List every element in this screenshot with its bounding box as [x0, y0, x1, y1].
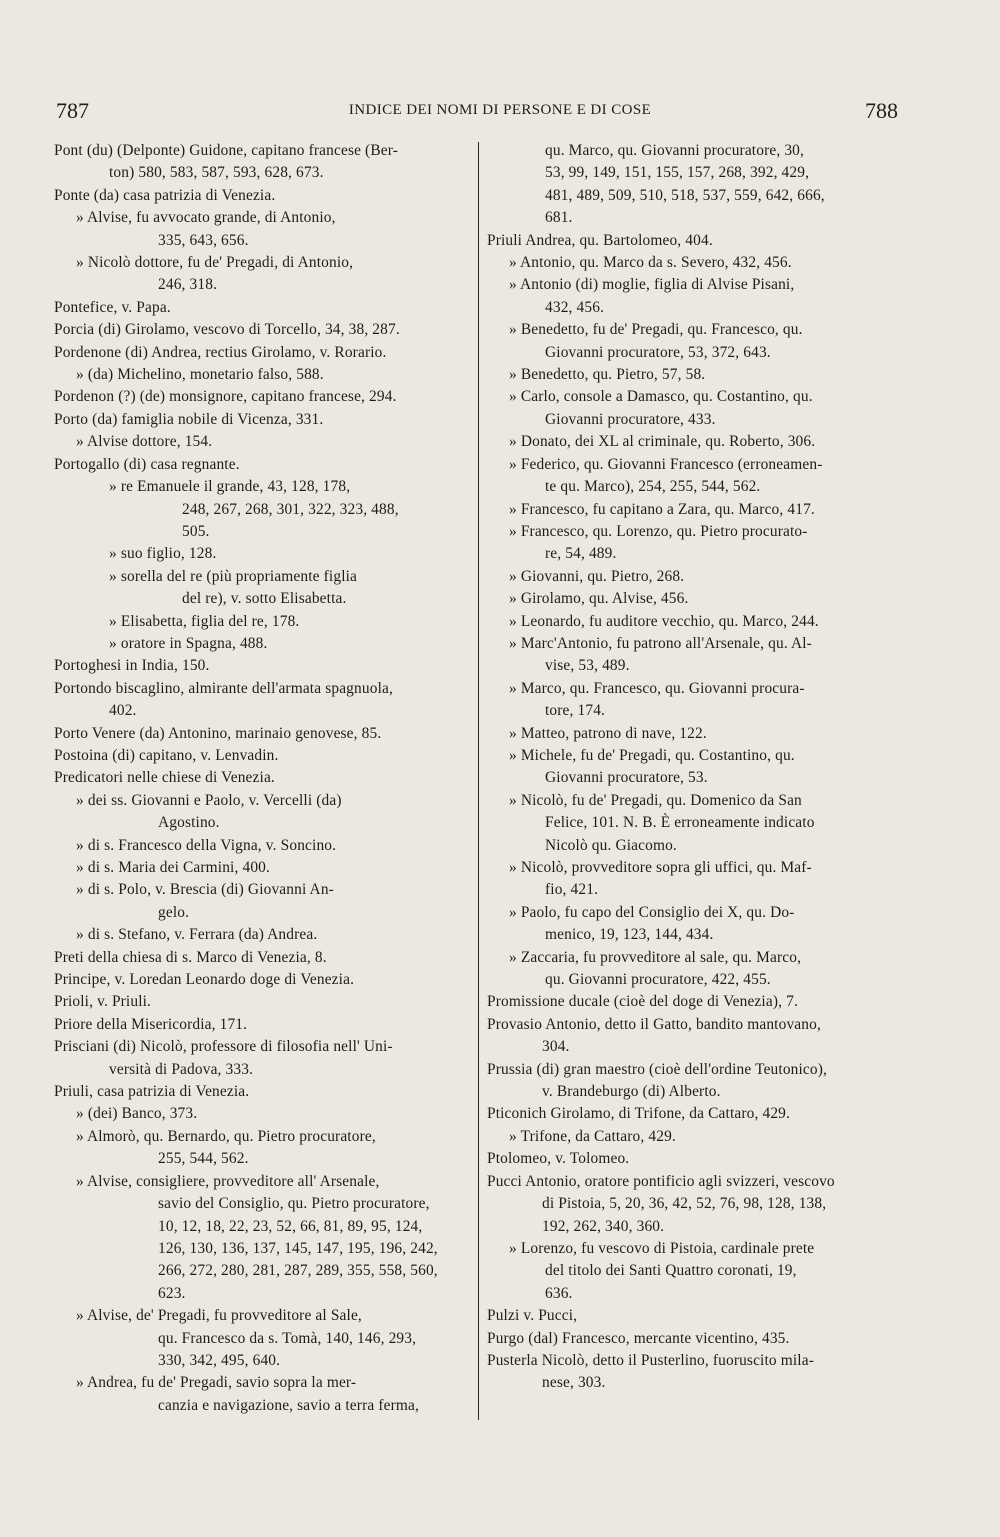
index-line: Portoghesi in India, 150.: [54, 657, 210, 675]
index-line: Preti della chiesa di s. Marco di Venezia, 8.: [54, 948, 327, 966]
index-line: » Michele, fu de' Pregadi, qu. Costantino, qu.: [509, 746, 795, 764]
index-line: di Pistoia, 5, 20, 36, 42, 52, 76, 98, 128, 138,: [542, 1195, 827, 1213]
index-line: canzia e navigazione, savio a terra ferma,: [158, 1396, 419, 1414]
index-line: nese, 303.: [542, 1374, 606, 1392]
index-line: 623.: [158, 1284, 186, 1302]
page-number-left: 787: [56, 98, 89, 123]
index-line: 330, 342, 495, 640.: [158, 1351, 281, 1369]
index-line: fio, 421.: [545, 881, 599, 899]
index-line: Porto Venere (da) Antonino, marinaio genovese, 85.: [54, 724, 382, 742]
index-line: » Benedetto, fu de' Pregadi, qu. Francesco, qu.: [509, 321, 803, 339]
index-line: te qu. Marco), 254, 255, 544, 562.: [545, 478, 761, 496]
index-line: Giovanni procuratore, 433.: [545, 410, 716, 428]
index-line: Priuli, casa patrizia di Venezia.: [54, 1083, 250, 1101]
index-line: Giovanni procuratore, 53, 372, 643.: [545, 343, 771, 361]
index-line: » suo figlio, 128.: [109, 545, 217, 563]
index-line: 335, 643, 656.: [158, 231, 249, 249]
index-line: menico, 19, 123, 144, 434.: [545, 926, 714, 944]
index-line: » Girolamo, qu. Alvise, 456.: [509, 590, 689, 608]
index-line: Portondo biscaglino, almirante dell'armata spagnuola,: [54, 679, 393, 697]
index-line: Purgo (dal) Francesco, mercante vicentino, 435.: [487, 1329, 790, 1347]
index-line: 505.: [182, 522, 210, 540]
index-line: Predicatori nelle chiese di Venezia.: [54, 769, 275, 787]
index-line: Principe, v. Loredan Leonardo doge di Venezia.: [54, 971, 355, 989]
index-line: » Lorenzo, fu vescovo di Pistoia, cardinale prete: [509, 1239, 815, 1257]
index-line: » di s. Maria dei Carmini, 400.: [76, 859, 271, 876]
index-line: 402.: [109, 702, 137, 720]
index-line: savio del Consiglio, qu. Pietro procuratore,: [158, 1195, 430, 1213]
index-line: Nicolò qu. Giacomo.: [545, 836, 677, 854]
index-line: » Zaccaria, fu provveditore al sale, qu. Marco,: [509, 948, 802, 966]
index-line: Provasio Antonio, detto il Gatto, bandito mantovano,: [487, 1015, 821, 1033]
index-line: » Federico, qu. Giovanni Francesco (erroneamen-: [509, 455, 823, 473]
index-line: 432, 456.: [545, 298, 605, 316]
index-line: » oratore in Spagna, 488.: [109, 634, 268, 652]
index-line: qu. Francesco da s. Tomà, 140, 146, 293,: [158, 1329, 417, 1347]
index-line: Prussia (di) gran maestro (cioè dell'ordine Teutonico),: [487, 1060, 828, 1078]
index-line: » Paolo, fu capo del Consiglio dei X, qu. Do-: [509, 903, 795, 921]
index-line: Pordenon (?) (de) monsignore, capitano francese, 294.: [54, 388, 397, 406]
index-line: 255, 544, 562.: [158, 1150, 249, 1168]
index-line: qu. Giovanni procuratore, 422, 455.: [545, 971, 771, 989]
index-line: » Nicolò dottore, fu de' Pregadi, di Antonio,: [76, 254, 354, 272]
index-line: » Antonio, qu. Marco da s. Severo, 432, 456.: [509, 254, 792, 272]
index-line: Prisciani (di) Nicolò, professore di filosofia nell' Uni-: [54, 1038, 393, 1056]
index-line: Pont (du) (Delponte) Guidone, capitano francese (Ber-: [54, 142, 398, 159]
running-title: INDICE DEI NOMI DI PERSONE E DI COSE: [348, 102, 652, 118]
index-line: » Nicolò, provveditore sopra gli uffici, qu. Maf-: [509, 859, 812, 876]
index-line: » re Emanuele il grande, 43, 128, 178,: [109, 478, 351, 496]
index-line: 481, 489, 509, 510, 518, 537, 559, 642, 666,: [545, 186, 825, 204]
index-line: » Francesco, fu capitano a Zara, qu. Marco, 417.: [509, 500, 815, 518]
index-line: Prioli, v. Priuli.: [54, 993, 152, 1011]
index-line: Felice, 101. N. B. È erroneamente indicato: [545, 814, 815, 832]
index-line: Postoina (di) capitano, v. Lenvadin.: [54, 746, 279, 764]
index-line: Pucci Antonio, oratore pontificio agli svizzeri, vescovo: [487, 1172, 835, 1190]
index-line: Priuli Andrea, qu. Bartolomeo, 404.: [487, 231, 713, 249]
index-line: Porto (da) famiglia nobile di Vicenza, 331.: [54, 410, 324, 428]
index-line: Ponte (da) casa patrizia di Venezia.: [54, 186, 276, 204]
index-line: » di s. Stefano, v. Ferrara (da) Andrea.: [76, 926, 318, 944]
index-line: Ptolomeo, v. Tolomeo.: [487, 1150, 630, 1168]
index-line: Portogallo (di) casa regnante.: [54, 455, 240, 473]
index-line: » Alvise dottore, 154.: [76, 433, 213, 451]
index-line: 304.: [542, 1038, 570, 1056]
column-divider: [478, 142, 479, 1420]
index-line: Agostino.: [158, 814, 220, 832]
index-line: Pordenone (di) Andrea, rectius Girolamo, v. Rorario.: [54, 343, 387, 361]
index-line: 266, 272, 280, 281, 287, 289, 355, 558, 560,: [158, 1262, 438, 1280]
index-line: » Alvise, de' Pregadi, fu provveditore al Sale,: [76, 1307, 362, 1325]
index-line: » Trifone, da Cattaro, 429.: [509, 1127, 676, 1145]
index-line: » di s. Polo, v. Brescia (di) Giovanni An-: [76, 881, 334, 899]
index-line: » Benedetto, qu. Pietro, 57, 58.: [509, 366, 706, 384]
index-line: » Alvise, consigliere, provveditore all' Arsenale,: [76, 1172, 380, 1190]
index-line: » sorella del re (più propriamente figlia: [109, 567, 358, 585]
index-line: 10, 12, 18, 22, 23, 52, 66, 81, 89, 95, 124,: [158, 1217, 423, 1235]
index-line: » Leonardo, fu auditore vecchio, qu. Marco, 244.: [509, 612, 819, 630]
index-line: » Matteo, patrono di nave, 122.: [509, 724, 707, 742]
index-line: Pusterla Nicolò, detto il Pusterlino, fuoruscito mila-: [487, 1351, 814, 1369]
index-line: » Marco, qu. Francesco, qu. Giovanni procura-: [509, 679, 805, 697]
index-line: Porcia (di) Girolamo, vescovo di Torcello, 34, 38, 287.: [54, 321, 400, 339]
index-line: tore, 174.: [545, 702, 606, 720]
index-line: » Almorò, qu. Bernardo, qu. Pietro procuratore,: [76, 1127, 376, 1145]
page-header: [0, 98, 1000, 128]
index-line: 681.: [545, 209, 573, 227]
index-line: 248, 267, 268, 301, 322, 323, 488,: [182, 500, 399, 518]
index-line: re, 54, 489.: [545, 545, 617, 563]
index-line: v. Brandeburgo (di) Alberto.: [542, 1083, 721, 1101]
index-line: » dei ss. Giovanni e Paolo, v. Vercelli (da): [76, 791, 342, 809]
index-line: 53, 99, 149, 151, 155, 157, 268, 392, 429,: [545, 164, 810, 182]
index-line: Priore della Misericordia, 171.: [54, 1015, 248, 1033]
index-line: del titolo dei Santi Quattro coronati, 19,: [545, 1262, 797, 1280]
index-line: 636.: [545, 1284, 573, 1302]
index-line: gelo.: [158, 903, 190, 921]
index-line: vise, 53, 489.: [545, 657, 630, 675]
right-column: [487, 140, 905, 1395]
index-line: Pontefice, v. Papa.: [54, 298, 171, 316]
index-line: » Elisabetta, figlia del re, 178.: [109, 612, 300, 630]
index-line: » (da) Michelino, monetario falso, 588.: [76, 366, 324, 384]
index-line: » (dei) Banco, 373.: [76, 1105, 198, 1123]
index-line: » Carlo, console a Damasco, qu. Costantino, qu.: [509, 388, 813, 406]
index-line: Promissione ducale (cioè del doge di Venezia), 7.: [487, 993, 798, 1011]
index-line: » di s. Francesco della Vigna, v. Soncino.: [76, 836, 337, 854]
index-line: » Antonio (di) moglie, figlia di Alvise Pisani,: [509, 276, 795, 294]
index-line: » Donato, dei XL al criminale, qu. Roberto, 306.: [509, 433, 816, 451]
index-line: versità di Padova, 333.: [109, 1060, 254, 1078]
index-line: » Andrea, fu de' Pregadi, savio sopra la mer-: [76, 1374, 357, 1392]
index-line: del re), v. sotto Elisabetta.: [182, 590, 347, 608]
index-line: 126, 130, 136, 137, 145, 147, 195, 196, 242,: [158, 1239, 438, 1257]
index-line: Pticonich Girolamo, di Trifone, da Cattaro, 429.: [487, 1105, 791, 1123]
index-line: » Marc'Antonio, fu patrono all'Arsenale, qu. Al-: [509, 634, 812, 652]
index-line: » Francesco, qu. Lorenzo, qu. Pietro procurato-: [509, 522, 808, 540]
index-line: » Nicolò, fu de' Pregadi, qu. Domenico da San: [509, 791, 802, 809]
page-number-right: 788: [865, 98, 898, 123]
index-line: » Giovanni, qu. Pietro, 268.: [509, 567, 685, 585]
index-line: Giovanni procuratore, 53.: [545, 769, 708, 787]
index-line: » Alvise, fu avvocato grande, di Antonio,: [76, 209, 336, 227]
index-line: Pulzi v. Pucci,: [487, 1307, 578, 1325]
left-column: [54, 140, 470, 1417]
index-line: ton) 580, 583, 587, 593, 628, 673.: [109, 164, 324, 182]
index-line: qu. Marco, qu. Giovanni procuratore, 30,: [545, 142, 805, 159]
index-line: 192, 262, 340, 360.: [542, 1217, 665, 1235]
index-line: 246, 318.: [158, 276, 218, 294]
